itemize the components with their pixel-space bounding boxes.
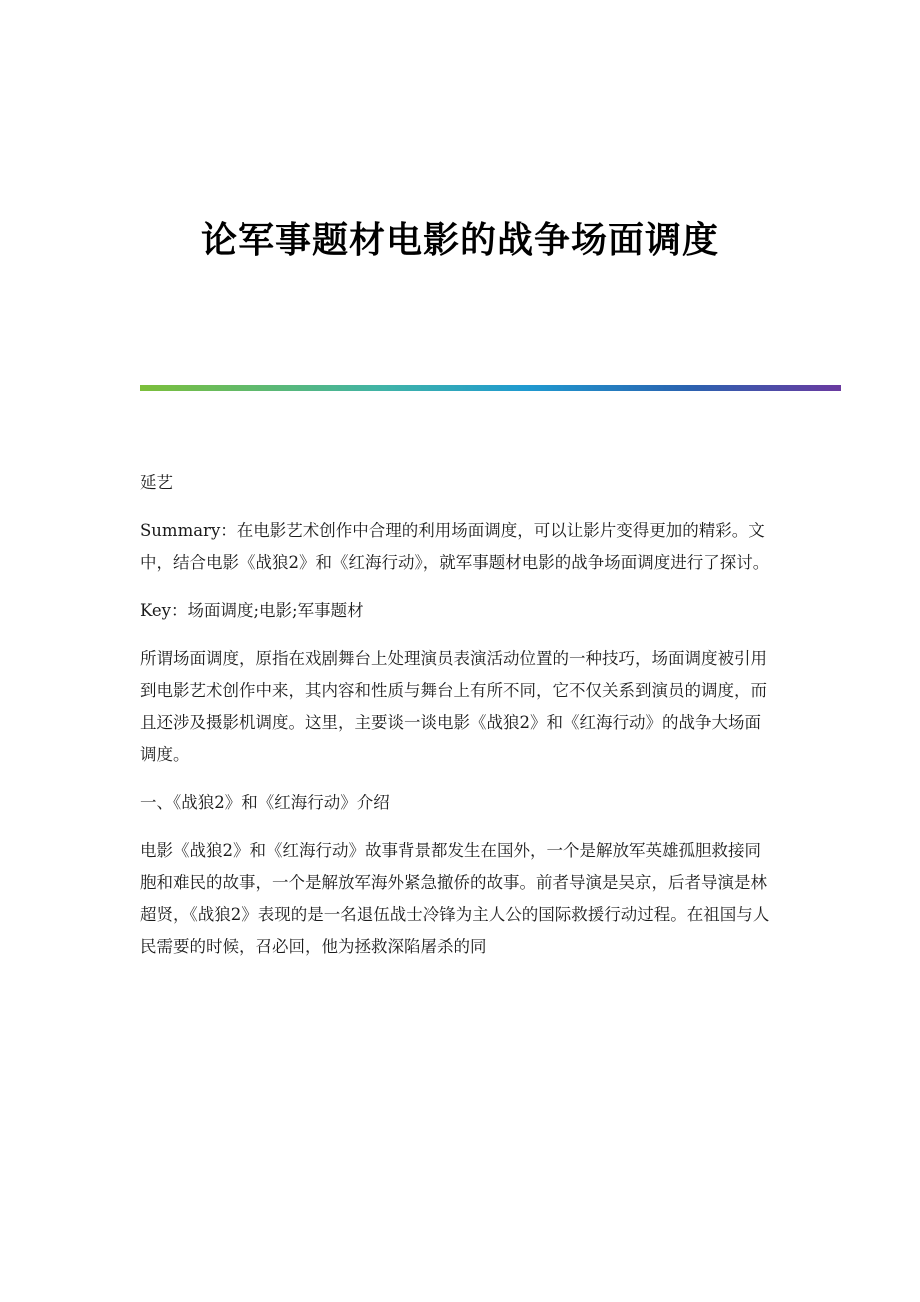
intro-paragraph: 所谓场面调度，原指在戏剧舞台上处理演员表演活动位置的一种技巧，场面调度被引用到电影艺术创作中来，其内容和性质与舞台上有所不同，它不仅关系到演员的调度，而且还涉及摄影机调度。这里，主要谈一谈电影《战狼2》和《红海行动》的战争大场面调度。 [140,649,767,764]
keywords-line: Key：场面调度;电影;军事题材 [140,601,364,620]
summary-paragraph: Summary：在电影艺术创作中合理的利用场面调度，可以让影片变得更加的精彩。文中，结合电影《战狼2》和《红海行动》，就军事题材电影的战争场面调度进行了探讨。 [140,521,770,572]
section-heading: 一、《战狼2》和《红海行动》介绍 [140,793,390,812]
body-paragraph: 电影《战狼2》和《红海行动》故事背景都发生在国外，一个是解放军英雄孤胆救接同胞和难民的故事，一个是解放军海外紧急撤侨的故事。前者导演是吴京，后者导演是林超贤，《战狼2》表现的是一名退伍战士冷锋为主人公的国际救援行动过程。在祖国与人民需要的时候，召必回，他为拯救深陷屠杀的同 [140,841,770,956]
title-divider [140,385,841,391]
author-name: 延艺 [140,473,173,492]
document-body [140,467,776,979]
document-title: 论军事题材电影的战争场面调度 [200,220,719,261]
